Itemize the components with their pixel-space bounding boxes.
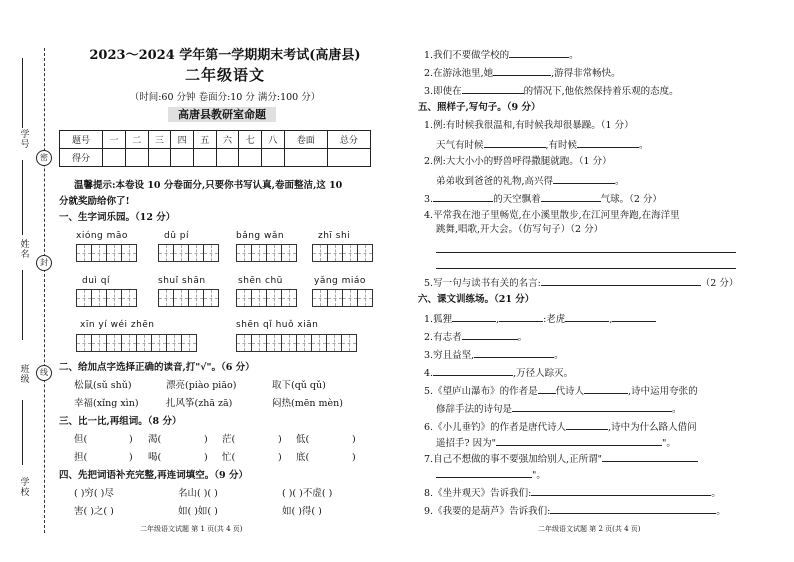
score-header-cell: 卷面 [284, 131, 327, 149]
answer-blank[interactable] [612, 312, 656, 322]
s5-text: 3. [424, 194, 434, 205]
pinyin: yǎng miáo [314, 276, 366, 286]
class-label: 班级 [20, 365, 30, 385]
answer-blank[interactable] [474, 348, 554, 358]
answer-blank[interactable] [496, 436, 662, 446]
pinyin: dǔ pí [164, 231, 189, 241]
r-q2-text: 2.在游泳池里,她 [424, 68, 494, 79]
compare-word[interactable]: 底( [296, 452, 310, 463]
score-header-cell: 四 [171, 131, 194, 149]
s6-text: :老虎 [543, 314, 566, 325]
section2-title: 二、给加点字选择正确的读音,打"√"。（6 分） [59, 362, 255, 373]
answer-blank[interactable] [541, 192, 601, 202]
exam-title: 2023～2024 学年第一学期期末考试(高唐县) [89, 48, 361, 63]
seal-mark: 封 [36, 255, 52, 271]
idiom-blank[interactable]: 如( )得( ) [282, 506, 322, 517]
answer-blank[interactable] [484, 138, 546, 148]
s5-q1-answer [436, 138, 649, 152]
s5-text: 气球。（2 分） [600, 194, 662, 205]
page-footer-right: 二年级语文试题 第 2 页(共 4 页) [538, 525, 641, 533]
answer-blank[interactable] [584, 384, 628, 394]
s6-q6 [424, 420, 697, 434]
r-q3-text: 的情况下,他依然保持着乐观的态度。 [523, 86, 679, 97]
answer-blank[interactable] [433, 192, 493, 202]
s5-q5 [424, 276, 738, 290]
s6-text: 7.自己不想做的事不要强加给别人,正所谓" [424, 454, 602, 465]
section5-title: 五、照样子,写句子。（9 分） [418, 102, 541, 113]
pinyin: xīn yí wéi zhēn [80, 320, 155, 330]
r-q1-text: 1.我们不要做学校的 [424, 50, 510, 61]
s5-q4-line2: 跳舞,唱歌,开大会。（仿写句子）（2 分） [436, 224, 604, 235]
section1-title: 一、生字词乐园。（12 分） [59, 212, 176, 223]
score-header-cell: 二 [125, 131, 148, 149]
compare-word[interactable]: 担( [74, 452, 88, 463]
reading-choice[interactable]: 取下(qǔ qǔ) [272, 380, 326, 391]
s6-text: 遥招手? 因为" [436, 438, 496, 449]
score-header-row [60, 131, 371, 149]
exam-info: （时间:60 分钟 卷面分:10 分 满分:100 分） [129, 92, 321, 103]
score-cell[interactable] [193, 149, 216, 167]
answer-blank[interactable] [499, 312, 543, 322]
score-cell[interactable] [284, 149, 327, 167]
period: 。 [716, 506, 726, 517]
score-header-cell: 题号 [60, 131, 103, 149]
tianzige-grid[interactable] [236, 244, 296, 262]
score-cell[interactable] [125, 149, 148, 167]
answer-blank[interactable] [436, 468, 532, 478]
score-cell[interactable] [262, 149, 285, 167]
tip-line-2: 分就奖励给你了! [59, 196, 130, 207]
tianzige-grid[interactable] [158, 244, 218, 262]
reading-choice[interactable]: 漂亮(piào piāo) [166, 380, 237, 391]
close-paren: ) [204, 452, 208, 463]
idiom-blank[interactable]: ( )穷( )尽 [74, 488, 114, 499]
score-header-cell: 总分 [327, 131, 370, 149]
name-blank-line [22, 160, 23, 235]
s6-text: "。 [661, 438, 676, 449]
s6-text: 6.《小儿垂钓》的作者是唐代诗人 [424, 422, 567, 433]
s6-q5-line2 [436, 402, 682, 416]
pinyin: shēn qǐ huǒ xiān [236, 320, 319, 330]
section3-title: 三、比一比,再组词。（8 分） [59, 416, 182, 427]
score-cell[interactable] [103, 149, 126, 167]
answer-blank[interactable] [538, 384, 556, 394]
answer-blank[interactable] [541, 276, 701, 286]
score-header-cell: 六 [216, 131, 239, 149]
score-cell[interactable] [239, 149, 262, 167]
s6-q5 [424, 384, 698, 398]
answer-blank[interactable] [493, 66, 551, 76]
s5-q2: 2.例:大大小小的野兽呼得撒腿就跑。（1 分） [424, 156, 612, 167]
s6-q6-line2 [436, 436, 676, 450]
close-paren: ) [129, 434, 133, 445]
student-id-blank-line [22, 58, 23, 128]
answer-blank[interactable] [512, 402, 672, 412]
score-cell[interactable] [171, 149, 194, 167]
answer-blank[interactable] [452, 312, 496, 322]
pinyin: shēn chū [238, 276, 283, 286]
period: 。 [711, 488, 721, 499]
s6-q4: 4. ,万径人踪灭。 [424, 368, 574, 379]
tianzige-grid[interactable] [236, 289, 296, 307]
idiom-blank[interactable]: 害( )之( ) [74, 506, 114, 517]
pinyin: duì qí [82, 276, 110, 286]
s5-text: 弟弟收到爸爸的礼物,高兴得 [436, 176, 554, 187]
tianzige-grid[interactable] [158, 289, 218, 307]
r-q3-text: 3.即使在 [424, 86, 462, 97]
reading-choice[interactable]: 幸福(xǐng xìn) [74, 398, 139, 409]
answer-blank[interactable] [462, 330, 518, 340]
idiom-blank[interactable]: 如( )如( ) [178, 506, 218, 517]
tianzige-grid[interactable] [76, 334, 196, 352]
writing-line[interactable] [436, 268, 736, 269]
close-paren: ) [129, 452, 133, 463]
s5-text: 5.写一句与读书有关的名言: [424, 278, 541, 289]
compare-word[interactable]: 低( [296, 434, 310, 445]
student-id-label: 学号 [20, 130, 30, 150]
s6-q7-line2 [436, 468, 546, 482]
s5-text: 的天空飘着 [493, 194, 541, 205]
score-cell[interactable] [148, 149, 171, 167]
r-q2-text: ,游得非常畅快。 [551, 68, 621, 79]
s6-q2 [424, 330, 527, 344]
score-cell[interactable] [216, 149, 239, 167]
answer-blank[interactable] [566, 420, 608, 430]
s6-text: 代诗人 [555, 386, 585, 397]
s6-q3 [424, 348, 564, 362]
class-blank-line [22, 270, 23, 340]
binding-dashed-line [44, 48, 45, 533]
s6-text: 3.穷且益坚, [424, 350, 475, 361]
score-value-row [60, 149, 371, 167]
idiom-blank[interactable]: ( )( )不虚( ) [282, 488, 333, 499]
answer-blank[interactable] [509, 48, 569, 58]
page-footer-left: 二年级语文试题 第 1 页(共 4 页) [140, 525, 243, 533]
score-row-label: 得分 [60, 149, 103, 167]
s6-text: 9.《我要的是葫芦》告诉我们: [424, 506, 551, 517]
tip-line-1: 温馨提示:本卷设 10 分卷面分,只要你书写认真,卷面整洁,这 10 [74, 180, 343, 191]
pinyin: bǎng wǎn [236, 231, 285, 241]
s6-q7 [424, 452, 698, 466]
answer-blank[interactable] [553, 174, 615, 184]
tianzige-grid[interactable] [76, 244, 136, 262]
pinyin: xióng māo [76, 231, 128, 241]
name-label: 姓名 [20, 240, 30, 260]
s5-q4-line1: 4.平常我在池子里畅览,在小溪里散步,在江河里奔跑,在海洋里 [424, 210, 680, 221]
compare-word[interactable]: 茫( [222, 434, 236, 445]
answer-blank[interactable] [565, 312, 609, 322]
seal-mark: 密 [36, 150, 52, 166]
s5-q2-answer [436, 174, 625, 188]
s5-text: （2 分） [700, 278, 739, 289]
tianzige-grid[interactable] [312, 289, 372, 307]
score-cell[interactable] [327, 149, 370, 167]
period: 。 [517, 332, 528, 343]
answer-blank[interactable] [433, 366, 513, 376]
close-paren: ) [352, 452, 356, 463]
pinyin: shuǐ shān [158, 276, 206, 286]
period: 。 [569, 50, 579, 61]
answer-blank[interactable] [602, 452, 698, 462]
s6-text: 2.有志者 [424, 332, 462, 343]
pinyin: zhī shi [318, 231, 351, 241]
reading-choice[interactable]: 闷热(mēn mèn) [272, 398, 343, 409]
seal-mark: 线 [36, 365, 52, 381]
s6-text: 5.《望庐山瀑布》的作者是 [424, 386, 538, 397]
reading-choice[interactable]: 松鼠(sǔ shǔ) [74, 380, 132, 391]
answer-blank[interactable] [577, 138, 639, 148]
score-header-cell: 八 [262, 131, 285, 149]
s5-q3 [424, 192, 662, 206]
setter-banner: 高唐县教研室命题 [168, 107, 276, 122]
subject-title: 二年级语文 [184, 66, 265, 84]
period: 。 [639, 140, 649, 151]
compare-word[interactable]: 渴( [148, 434, 162, 445]
s6-q9 [424, 504, 726, 518]
s6-q1: 1.狐狸 , :老虎 , [424, 312, 656, 326]
period: 。 [672, 404, 682, 415]
score-header-cell: 七 [239, 131, 262, 149]
s6-text: "。 [532, 470, 546, 481]
answer-blank[interactable] [550, 504, 716, 514]
school-blank-line [22, 400, 23, 465]
s6-text: 修辞手法的诗句是 [436, 404, 513, 415]
r-q3 [424, 84, 679, 98]
close-paren: ) [204, 434, 208, 445]
tianzige-grid[interactable] [312, 244, 372, 262]
period: 。 [554, 350, 564, 361]
writing-line[interactable] [436, 252, 736, 253]
school-label: 学校 [20, 478, 30, 498]
s6-q8 [424, 486, 721, 500]
tianzige-grid[interactable] [236, 334, 356, 352]
s6-text: ,诗中为什么路人借问 [608, 422, 697, 433]
answer-blank[interactable] [462, 84, 524, 94]
tianzige-grid[interactable] [76, 289, 136, 307]
r-q2 [424, 66, 621, 80]
compare-word[interactable]: 喝( [148, 452, 162, 463]
s6-text: ,诗中运用夸张的 [628, 386, 698, 397]
score-header-cell: 三 [148, 131, 171, 149]
section6-title: 六、课文训练场。（21 分） [418, 294, 535, 305]
reading-choice[interactable]: 扎风筝(zhā zā) [166, 398, 233, 409]
idiom-blank[interactable]: 名山( )( ) [178, 488, 218, 499]
close-paren: ) [278, 452, 282, 463]
s5-text: ,有时候 [545, 140, 578, 151]
score-header-cell: 五 [193, 131, 216, 149]
section4-title: 四、先把词语补充完整,再连词填空。（9 分） [59, 470, 248, 481]
s5-text: 天气有时候 [436, 140, 484, 151]
score-table [59, 130, 371, 167]
answer-blank[interactable] [531, 486, 711, 496]
score-header-cell: 一 [103, 131, 126, 149]
close-paren: ) [352, 434, 356, 445]
s5-q1: 1.例:有时候我很温和,有时候我却很暴躁。（1 分） [424, 120, 634, 131]
r-q1 [424, 48, 579, 62]
s6-text: 8.《坐井观天》告诉我们: [424, 488, 532, 499]
compare-word[interactable]: 但( [74, 434, 88, 445]
s6-text: 1.狐狸 [424, 314, 453, 325]
close-paren: ) [278, 434, 282, 445]
s6-text: ,万径人踪灭。 [513, 368, 574, 379]
compare-word[interactable]: 忙( [222, 452, 236, 463]
period: 。 [615, 176, 625, 187]
